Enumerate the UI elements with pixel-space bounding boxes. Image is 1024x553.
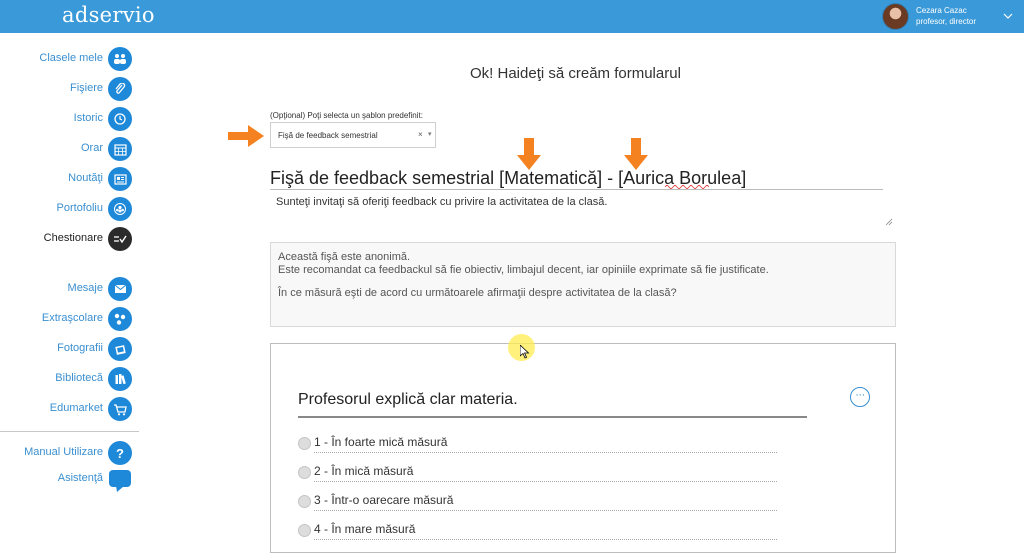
user-name: Cezara Cazac xyxy=(916,6,967,15)
spellcheck-underline xyxy=(665,185,709,189)
mouse-cursor-icon xyxy=(520,345,530,359)
activities-icon xyxy=(108,307,132,331)
sidebar-item-portofoliu[interactable] xyxy=(0,197,139,221)
calendar-icon xyxy=(108,137,132,161)
sidebar-item-label: Asistenţă xyxy=(57,472,103,484)
sidebar-item-fotografii[interactable] xyxy=(0,337,139,361)
sidebar-item-label: Fişiere xyxy=(69,82,103,94)
sidebar-item-asistenta[interactable] xyxy=(0,467,139,491)
sidebar-item-biblioteca[interactable] xyxy=(0,367,139,391)
more-options-icon[interactable]: ··· xyxy=(850,387,870,407)
intro-line: Această fişă este anonimă. xyxy=(278,251,411,263)
radio-button[interactable] xyxy=(298,524,311,537)
envelope-icon xyxy=(108,277,132,301)
sidebar-item-label: Extraşcolare xyxy=(41,312,103,324)
sidebar-item-clasele-mele[interactable] xyxy=(0,47,139,71)
template-select[interactable] xyxy=(270,122,436,148)
sidebar-item-fisiere[interactable] xyxy=(0,77,139,101)
sidebar-item-chestionare[interactable] xyxy=(0,227,139,251)
checklist-icon xyxy=(108,227,132,251)
sidebar-item-label: Clasele mele xyxy=(39,52,103,64)
sidebar-item-orar[interactable] xyxy=(0,137,139,161)
answer-option[interactable] xyxy=(298,462,778,484)
answer-option-label[interactable]: 3 - Într-o oarecare măsură xyxy=(314,493,454,507)
arrow-down-icon xyxy=(624,138,648,170)
sidebar-item-extrascolare[interactable] xyxy=(0,307,139,331)
answer-option-label[interactable]: 2 - În mică măsură xyxy=(314,464,414,478)
sidebar-item-label: Fotografii xyxy=(57,342,103,354)
answer-option[interactable] xyxy=(298,433,778,455)
user-role: profesor, director xyxy=(916,17,977,26)
sidebar-item-mesaje[interactable] xyxy=(0,277,139,301)
answer-option[interactable] xyxy=(298,491,778,513)
newspaper-icon xyxy=(108,167,132,191)
answer-option-label[interactable]: 1 - În foarte mică măsură xyxy=(314,435,448,449)
clear-icon[interactable]: × xyxy=(418,130,423,139)
caret-down-icon[interactable]: ▾ xyxy=(428,131,432,138)
help-icon: ? xyxy=(108,441,132,465)
radio-button[interactable] xyxy=(298,495,311,508)
question-card xyxy=(270,343,896,553)
sidebar-item-label: Bibliotecă xyxy=(55,372,103,384)
radio-button[interactable] xyxy=(298,466,311,479)
answer-option[interactable] xyxy=(298,520,778,542)
intro-line: Este recomandat ca feedbackul să fie obiectiv, limbajul decent, iar opiniile exprimate să fie justificate. xyxy=(278,264,769,276)
arrow-right-icon xyxy=(228,125,264,147)
form-description-input[interactable]: Sunteţi invitaţi să oferiţi feedback cu privire la activitatea de la clasă. xyxy=(276,196,608,208)
page-title: Ok! Haideţi să creăm formularul xyxy=(470,65,681,82)
question-title-underline xyxy=(298,416,807,418)
resize-handle-icon[interactable] xyxy=(885,218,893,226)
users-icon xyxy=(108,47,132,71)
paperclip-icon xyxy=(108,77,132,101)
chat-icon xyxy=(109,470,131,487)
intro-line: În ce măsură eşti de acord cu următoarele afirmaţii despre activitatea de la clasă? xyxy=(278,287,677,299)
sidebar-item-manual-utilizare[interactable] xyxy=(0,441,139,465)
option-underline xyxy=(314,481,777,482)
sidebar xyxy=(0,33,139,542)
chat-tail-icon xyxy=(116,486,124,492)
history-icon xyxy=(108,107,132,131)
sidebar-divider xyxy=(0,431,139,432)
title-underline xyxy=(270,189,883,190)
sidebar-item-label: Chestionare xyxy=(43,232,103,244)
sidebar-item-edumarket[interactable] xyxy=(0,397,139,421)
answer-option-label[interactable]: 4 - În mare măsură xyxy=(314,522,416,536)
chevron-down-icon[interactable] xyxy=(1003,11,1013,21)
cart-icon xyxy=(108,397,132,421)
arrow-down-icon xyxy=(517,138,541,170)
sidebar-item-label: Portofoliu xyxy=(56,202,103,214)
books-icon xyxy=(108,367,132,391)
option-underline xyxy=(314,539,777,540)
sidebar-item-noutati[interactable] xyxy=(0,167,139,191)
portfolio-icon xyxy=(108,197,132,221)
adservio-logo[interactable]: adservio xyxy=(62,3,155,27)
sidebar-item-label: Mesaje xyxy=(67,282,103,294)
sidebar-item-label: Edumarket xyxy=(49,402,103,414)
sidebar-item-istoric[interactable] xyxy=(0,107,139,131)
question-title-input[interactable]: Profesorul explică clar materia. xyxy=(298,391,518,408)
user-avatar[interactable] xyxy=(882,3,909,30)
sidebar-item-label: Istoric xyxy=(73,112,103,124)
intro-text-area[interactable] xyxy=(270,242,896,327)
radio-button[interactable] xyxy=(298,437,311,450)
photos-icon xyxy=(108,337,132,361)
sidebar-item-label: Manual Utilizare xyxy=(24,446,103,458)
option-underline xyxy=(314,452,777,453)
template-label: (Opţional) Poţi selecta un şablon predefinit: xyxy=(270,111,423,120)
option-underline xyxy=(314,510,777,511)
sidebar-item-label: Noutăţi xyxy=(68,172,103,184)
template-selected-value: Fişă de feedback semestrial xyxy=(278,131,378,140)
form-title-input[interactable]: Fişă de feedback semestrial [Matematică] - [Aurica Borulea] xyxy=(270,168,747,188)
sidebar-item-label: Orar xyxy=(81,142,103,154)
top-bar xyxy=(0,0,1024,33)
